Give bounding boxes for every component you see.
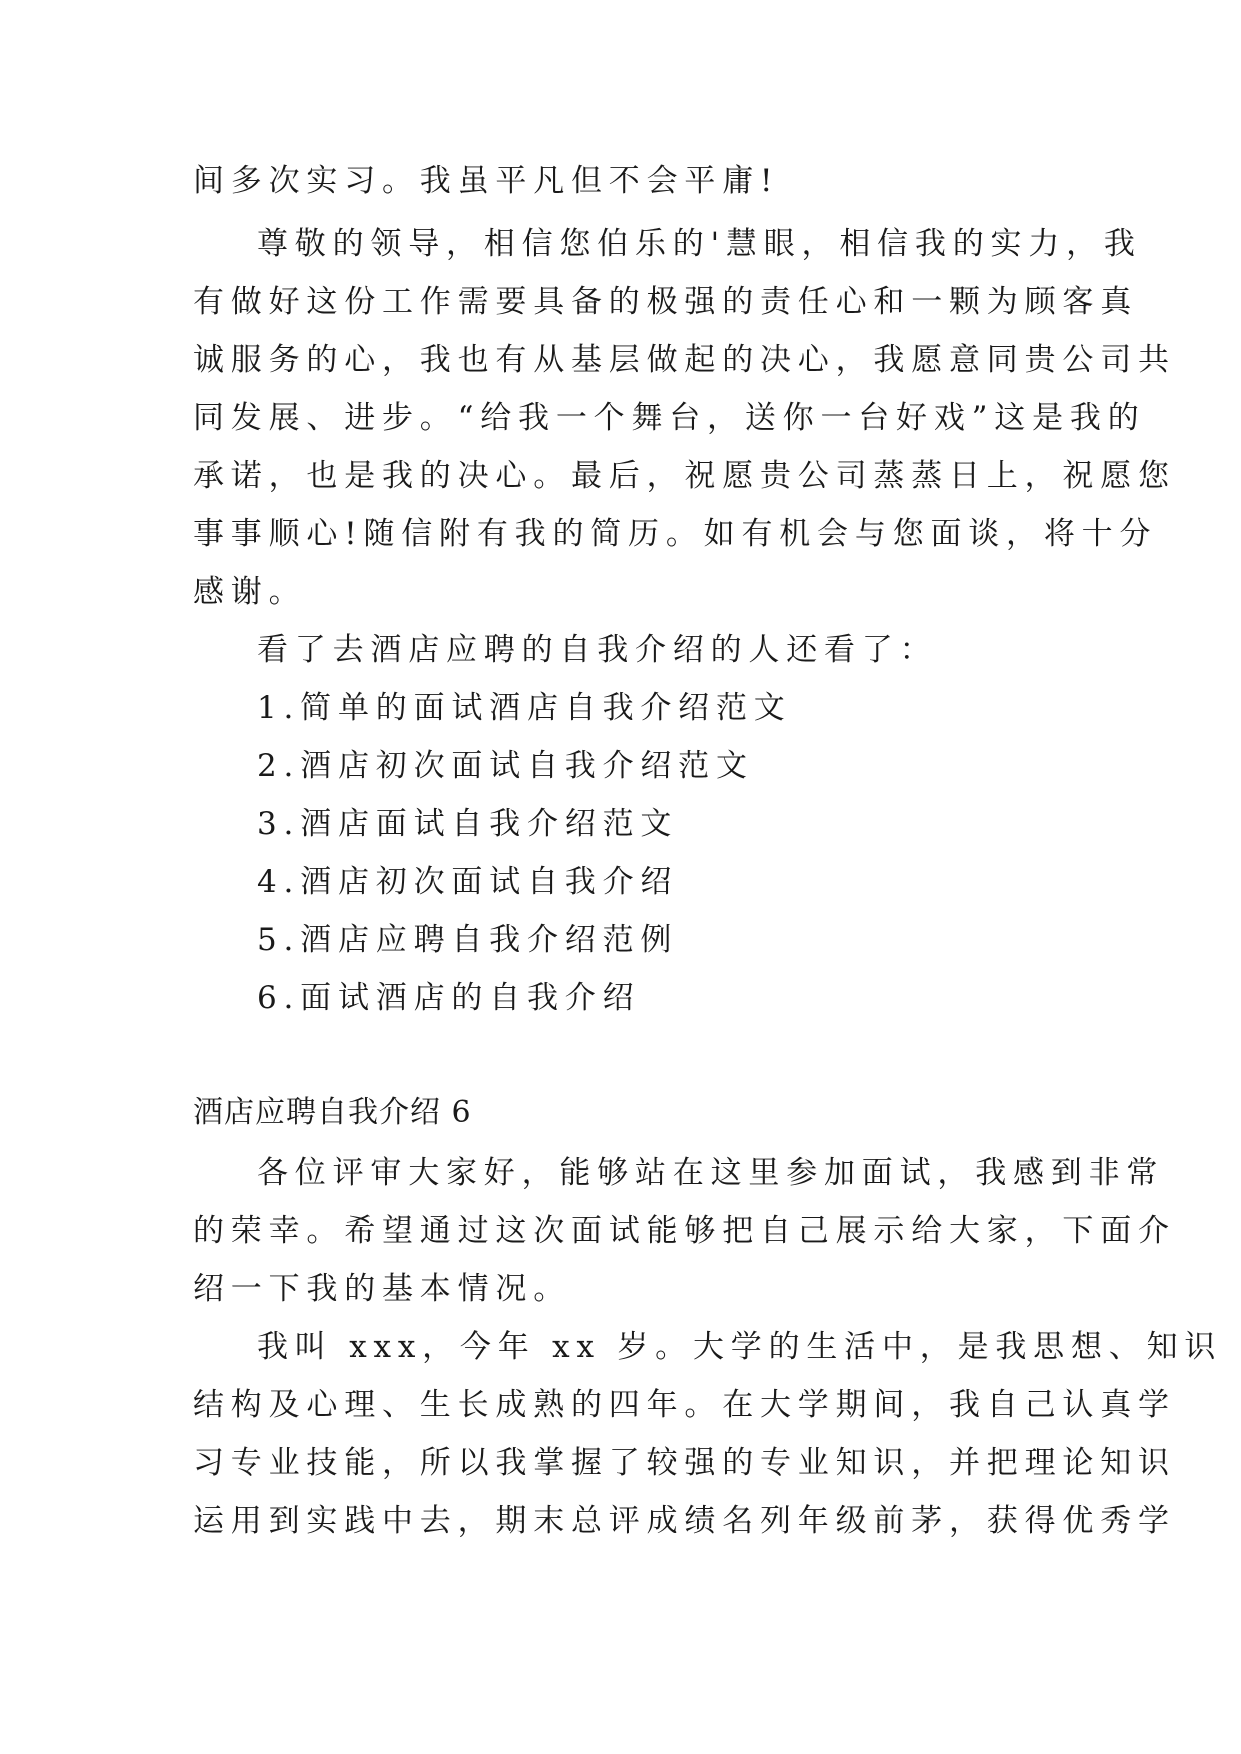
paragraph-line: 的荣幸。希望通过这次面试能够把自己展示给大家，下面介 [193,1213,1176,1249]
related-intro: 看了去酒店应聘的自我介绍的人还看了： [257,632,938,668]
paragraph-line: 各位评审大家好，能够站在这里参加面试，我感到非常 [257,1155,1165,1191]
paragraph-line: 事事顺心!随信附有我的简历。如有机会与您面谈，将十分 [193,516,1158,552]
paragraph-line: 结构及心理、生长成熟的四年。在大学期间，我自己认真学 [193,1387,1176,1423]
paragraph-line: 有做好这份工作需要具备的极强的责任心和一颗为顾客真 [193,284,1138,320]
paragraph-line: 运用到实践中去，期末总评成绩名列年级前茅，获得优秀学 [193,1503,1176,1539]
paragraph-line: 承诺，也是我的决心。最后，祝愿贵公司蒸蒸日上，祝愿您 [193,458,1176,494]
related-link[interactable]: 5.酒店应聘自我介绍范例 [257,922,679,958]
paragraph-line: 间多次实习。我虽平凡但不会平庸! [193,163,780,199]
section-title: 酒店应聘自我介绍 6 [193,1095,472,1130]
related-link[interactable]: 4.酒店初次面试自我介绍 [257,864,679,900]
related-link[interactable]: 6.面试酒店的自我介绍 [257,980,641,1016]
related-link[interactable]: 1.简单的面试酒店自我介绍范文 [257,690,792,726]
paragraph-line: 绍一下我的基本情况。 [193,1271,571,1307]
paragraph-line: 我叫 xxx，今年 xx 岁。大学的生活中，是我思想、知识 [257,1329,1223,1365]
paragraph-line: 尊敬的领导，相信您伯乐的'慧眼，相信我的实力，我 [257,226,1142,262]
related-link[interactable]: 3.酒店面试自我介绍范文 [257,806,679,842]
paragraph-line: 诚服务的心，我也有从基层做起的决心，我愿意同贵公司共 [193,342,1176,378]
paragraph-line: 感谢。 [193,574,307,610]
paragraph-line: 同发展、进步。“给我一个舞台，送你一台好戏”这是我的 [193,400,1146,436]
related-link[interactable]: 2.酒店初次面试自我介绍范文 [257,748,754,784]
paragraph-line: 习专业技能，所以我掌握了较强的专业知识，并把理论知识 [193,1445,1176,1481]
